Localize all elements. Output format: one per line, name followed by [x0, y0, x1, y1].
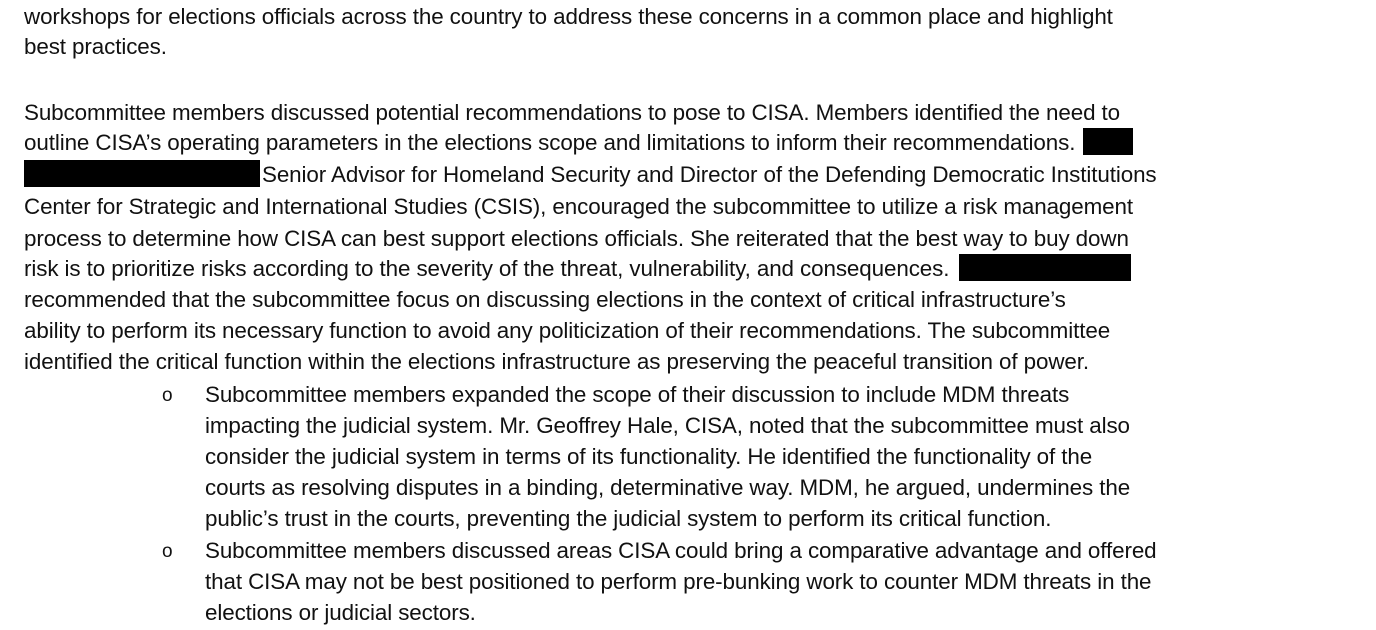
bullet-1-line-3: consider the judicial system in terms of its functionality. He identified the functionality of the — [205, 444, 1093, 469]
main-line-9: identified the critical function within the elections infrastructure as preserving the peaceful transition of power. — [24, 349, 1089, 374]
main-line-5: process to determine how CISA can best support elections officials. She reiterated that the best way to buy down — [24, 226, 1129, 251]
main-line-1: Subcommittee members discussed potential recommendations to pose to CISA. Members identified the need to — [24, 100, 1121, 125]
bullet-1-line-1: Subcommittee members expanded the scope of their discussion to include MDM threats — [205, 382, 1070, 407]
bullet-1-line-5: public’s trust in the courts, preventing the judicial system to perform its critical function. — [205, 506, 1052, 531]
main-line-6 — [24, 254, 1131, 284]
main-line-2-text: outline CISA’s operating parameters in the elections scope and limitations to inform their recommendations. — [24, 130, 1076, 155]
main-line-3-text: Senior Advisor for Homeland Security and Director of the Defending Democratic Institutions — [262, 162, 1157, 187]
redaction-box — [1083, 128, 1133, 155]
main-line-2 — [24, 128, 1133, 158]
bullet-marker: o — [162, 385, 173, 406]
redaction-box — [959, 254, 1131, 281]
bullet-2-line-2: that CISA may not be best positioned to perform pre-bunking work to counter MDM threats in the — [205, 569, 1152, 594]
main-line-7: recommended that the subcommittee focus on discussing elections in the context of critical infrastructure’s — [24, 287, 1066, 312]
bullet-2-line-1: Subcommittee members discussed areas CISA could bring a comparative advantage and offered — [205, 538, 1157, 563]
main-line-6-text: risk is to prioritize risks according to the severity of the threat, vulnerability, and consequences. — [24, 256, 950, 281]
bullet-marker: o — [162, 541, 173, 562]
intro-line-2: best practices. — [24, 34, 167, 59]
main-line-3 — [24, 160, 1157, 190]
intro-line-1: workshops for elections officials across the country to address these concerns in a common place and highlight — [24, 4, 1113, 29]
bullet-1-line-2: impacting the judicial system. Mr. Geoffrey Hale, CISA, noted that the subcommittee must also — [205, 413, 1130, 438]
bullet-1-line-4: courts as resolving disputes in a binding, determinative way. MDM, he argued, undermines the — [205, 475, 1131, 500]
main-line-8: ability to perform its necessary function to avoid any politicization of their recommendations. The subcommittee — [24, 318, 1111, 343]
bullet-2-line-3: elections or judicial sectors. — [205, 600, 476, 625]
redaction-box — [24, 160, 260, 187]
main-line-4: Center for Strategic and International Studies (CSIS), encouraged the subcommittee to utilize a risk management — [24, 194, 1134, 219]
